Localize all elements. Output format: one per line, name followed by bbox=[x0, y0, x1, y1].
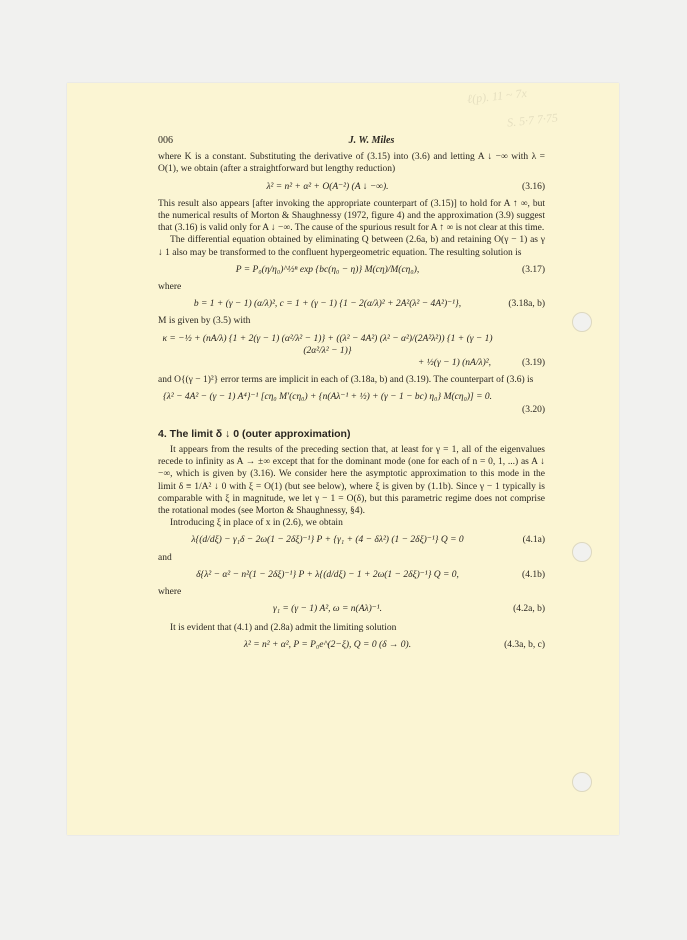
page-content bbox=[158, 135, 545, 656]
equation-3-20-number: (3.20) bbox=[522, 404, 545, 415]
equation-3-17-formula: P = P₀(η/η₀)^½ⁿ exp {bc(η₀ − η)} M(cη)/M(cη₀), bbox=[235, 264, 420, 275]
paragraph-3: The differential equation obtained by eliminating Q between (2.6a, b) and retaining O(γ − 1) as γ ↓ 1 also may be transformed to the confluent hypergeometric equation. The resulting solution is bbox=[158, 235, 545, 258]
equation-3-18 bbox=[158, 298, 545, 310]
equation-3-17-number: (3.17) bbox=[522, 264, 545, 275]
punch-hole-top bbox=[572, 312, 592, 332]
equation-3-19-line-1: κ = −½ + (nA/λ) {1 + 2(γ − 1) (α²/λ² − 1)} + ((λ² − 4A²) (λ² − α²)/(2A²λ²)) {1 + (γ − 1) (2α²/λ² − 1)} bbox=[162, 333, 493, 356]
punch-hole-middle bbox=[572, 542, 592, 562]
equation-4-2-formula: γ₁ = (γ − 1) A², ω = n(Aλ)⁻¹. bbox=[272, 604, 383, 615]
paragraph-5: and O{(γ − 1)²} error terms are implicit in each of (3.18a, b) and (3.19). The counterpart of (3.6) is bbox=[158, 375, 534, 386]
equation-3-17 bbox=[158, 264, 545, 276]
equation-4-2 bbox=[158, 603, 545, 615]
journal-page bbox=[67, 83, 619, 835]
paragraph-8: It is evident that (4.1) and (2.8a) admit the limiting solution bbox=[170, 622, 397, 633]
equation-3-16 bbox=[158, 181, 545, 193]
equation-3-20-formula: {λ² − 4A² − (γ − 1) A⁴}⁻¹ [cη₀ M′(cη₀) + {n(Aλ⁻¹ + ½) + (γ − 1 − bc) η₀} M(cη₀)] = 0. bbox=[162, 392, 493, 403]
punch-hole-bottom bbox=[572, 772, 592, 792]
equation-3-18-formula: b = 1 + (γ − 1) (α/λ)², c = 1 + (γ − 1) {1 − 2(α/λ)² + 2A²(λ² − 4A²)⁻¹}, bbox=[193, 299, 462, 310]
equation-4-3-number: (4.3a, b, c) bbox=[504, 639, 545, 650]
equation-3-20 bbox=[158, 391, 545, 415]
paragraph-1: where K is a constant. Substituting the derivative of (3.15) into (3.6) and letting A ↓ −∞ with λ = O(1), we obtain (after a straightforward but lengthy reduction) bbox=[158, 152, 545, 175]
equation-4-1b bbox=[158, 569, 545, 581]
equation-4-3-formula: λ² = n² + α², P = P₀e^(2−ξ), Q = 0 (δ → 0). bbox=[243, 639, 412, 650]
paragraph-6: It appears from the results of the preceding section that, at least for γ = 1, all of the eigenvalues recede to infinity as A → ±∞ except that for the dominant mode (one for each of n = 0, 1, ...) as A ↓ −∞, which is given by (3.16). We consider here the asymptotic approximation to this mode in the limit δ ≡ 1/A² ↓ 0 with ξ = O(1) (but see below), where ξ is given by (1.1b). Since γ − 1 typically is comparable with ξ in magnitude, we let γ − 1 = O(δ), but this parametric regime does not comprise the rotational modes (see Morton & Shaughnessy, §4). bbox=[158, 445, 545, 517]
equation-3-19 bbox=[158, 333, 545, 370]
page-header bbox=[158, 135, 545, 147]
equation-4-1b-number: (4.1b) bbox=[522, 569, 545, 580]
equation-3-16-formula: λ² = n² + α² + O(A⁻²) (A ↓ −∞). bbox=[266, 181, 389, 192]
equation-3-18-number: (3.18a, b) bbox=[508, 299, 545, 310]
paragraph-4: M is given by (3.5) with bbox=[158, 316, 251, 327]
equation-4-1a-formula: λ{(d/dξ) − γ₁δ − 2ω(1 − 2δξ)⁻¹} P + {γ₁ + (4 − δλ²) (1 − 2δξ)⁻¹} Q = 0 bbox=[191, 535, 464, 546]
paragraph-2: This result also appears [after invoking the appropriate counterpart of (3.15)] to hold for A ↑ ∞, but the numerical results of Morton & Shaughnessy (1972, figure 4) and the approximation (3.9) suggest that (3.16) is valid only for A ↓ −∞. The cause of the spurious result for A ↑ ∞ is not clear at this time. bbox=[158, 198, 545, 234]
equation-4-1a-number: (4.1a) bbox=[522, 535, 545, 546]
running-head: J. W. Miles bbox=[348, 135, 395, 146]
equation-4-2-number: (4.2a, b) bbox=[513, 604, 545, 615]
bleed-through-handwriting-2: S. 5·7 7·75 bbox=[506, 110, 559, 130]
equation-4-3 bbox=[158, 639, 545, 651]
equation-3-19-line-2: + ½(γ − 1) (nA/λ)², bbox=[417, 358, 491, 369]
equation-3-16-number: (3.16) bbox=[522, 181, 545, 192]
equation-4-1a bbox=[158, 534, 545, 546]
page-number: 006 bbox=[158, 135, 173, 146]
and-label: and bbox=[158, 552, 172, 563]
bleed-through-handwriting: ℓ(p). 11 ~ 7x bbox=[466, 85, 528, 107]
paragraph-7: Introducing ξ in place of x in (2.6), we obtain bbox=[170, 518, 343, 529]
where-label-1: where bbox=[158, 282, 182, 293]
equation-4-1b-formula: δ{λ² − α² − n²(1 − 2δξ)⁻¹} P + λ{(d/dξ) − 1 + 2ω(1 − 2δξ)⁻¹} Q = 0, bbox=[196, 569, 459, 580]
equation-3-19-number: (3.19) bbox=[522, 358, 545, 369]
where-label-2: where bbox=[158, 587, 182, 598]
section-heading: 4. The limit δ ↓ 0 (outer approximation) bbox=[158, 427, 351, 440]
